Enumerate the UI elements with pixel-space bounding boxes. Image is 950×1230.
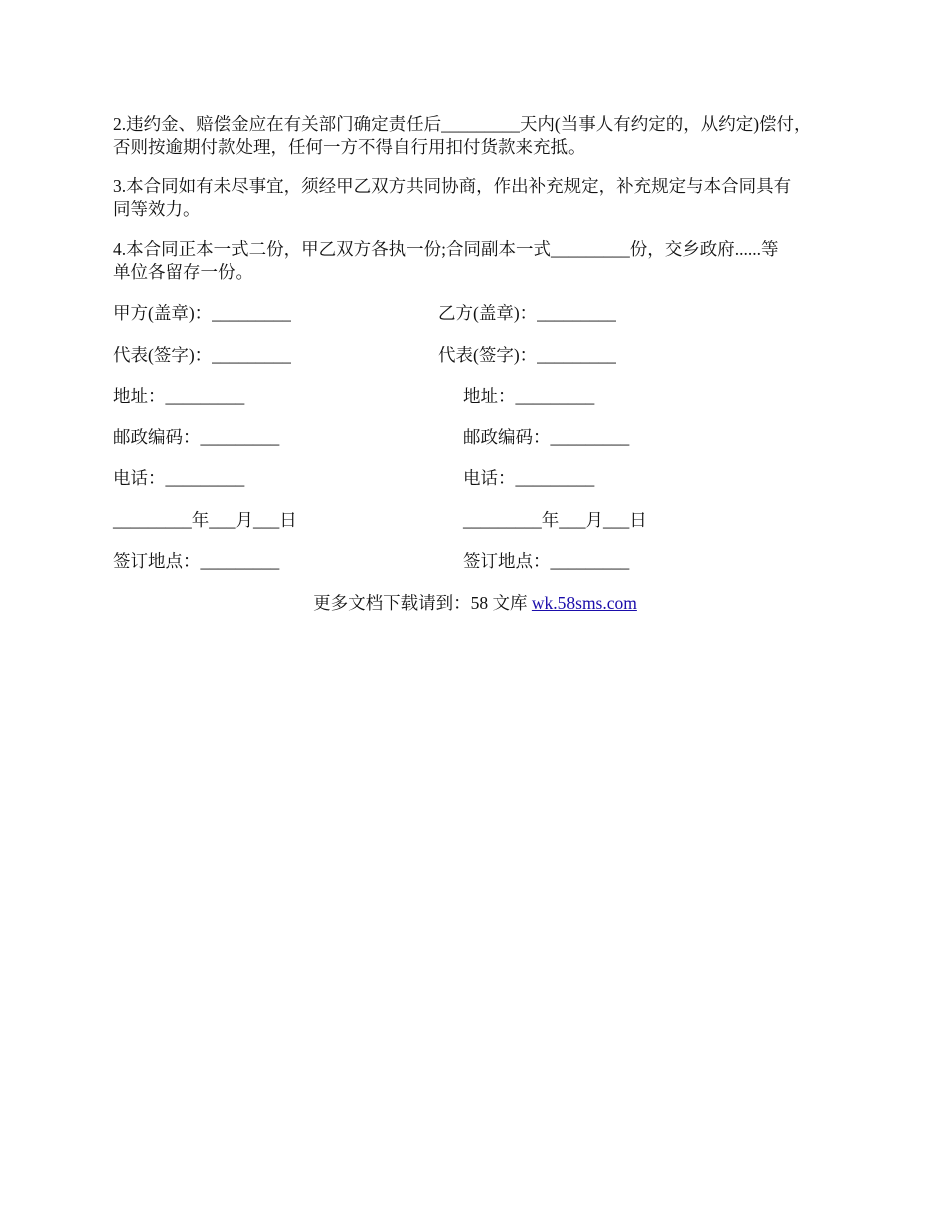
- party-a-phone: 电话：_________: [113, 468, 245, 488]
- clause-4: [113, 238, 853, 284]
- party-b-address: 地址：_________: [463, 386, 595, 406]
- clause-2-line-2: 否则按逾期付款处理，任何一方不得自行用扣付货款来充抵。: [113, 137, 586, 157]
- party-a-seal: 甲方(盖章)：_________: [113, 303, 291, 323]
- footer-text: 更多文档下载请到：58 文库: [313, 593, 532, 613]
- clause-3: [113, 175, 853, 221]
- clause-3-line-1: 3.本合同如有未尽事宜，须经甲乙双方共同协商，作出补充规定，补充规定与本合同具有: [113, 176, 792, 196]
- party-b-representative: 代表(签字)：_________: [438, 345, 616, 365]
- party-b-phone: 电话：_________: [463, 468, 595, 488]
- footer-link[interactable]: wk.58sms.com: [531, 593, 637, 613]
- party-a-sign-place: 签订地点：_________: [113, 551, 280, 571]
- clause-3-line-2: 同等效力。: [113, 199, 201, 219]
- party-a-address: 地址：_________: [113, 386, 245, 406]
- download-footer: [0, 592, 950, 615]
- party-b-date: _________年___月___日: [463, 510, 647, 530]
- party-b-seal: 乙方(盖章)：_________: [438, 303, 616, 323]
- clause-4-line-1: 4.本合同正本一式二份，甲乙双方各执一份;合同副本一式_________份，交乡政府......等: [113, 239, 779, 259]
- clause-2-line-1: 2.违约金、赔偿金应在有关部门确定责任后_________天内(当事人有约定的，从约定)偿付，: [113, 114, 812, 134]
- party-a-date: _________年___月___日: [113, 510, 297, 530]
- party-b-sign-place: 签订地点：_________: [463, 551, 630, 571]
- party-b-postcode: 邮政编码：_________: [463, 427, 630, 447]
- clause-4-line-2: 单位各留存一份。: [113, 262, 253, 282]
- clause-2: [113, 113, 853, 159]
- party-a-postcode: 邮政编码：_________: [113, 427, 280, 447]
- party-a-representative: 代表(签字)：_________: [113, 345, 291, 365]
